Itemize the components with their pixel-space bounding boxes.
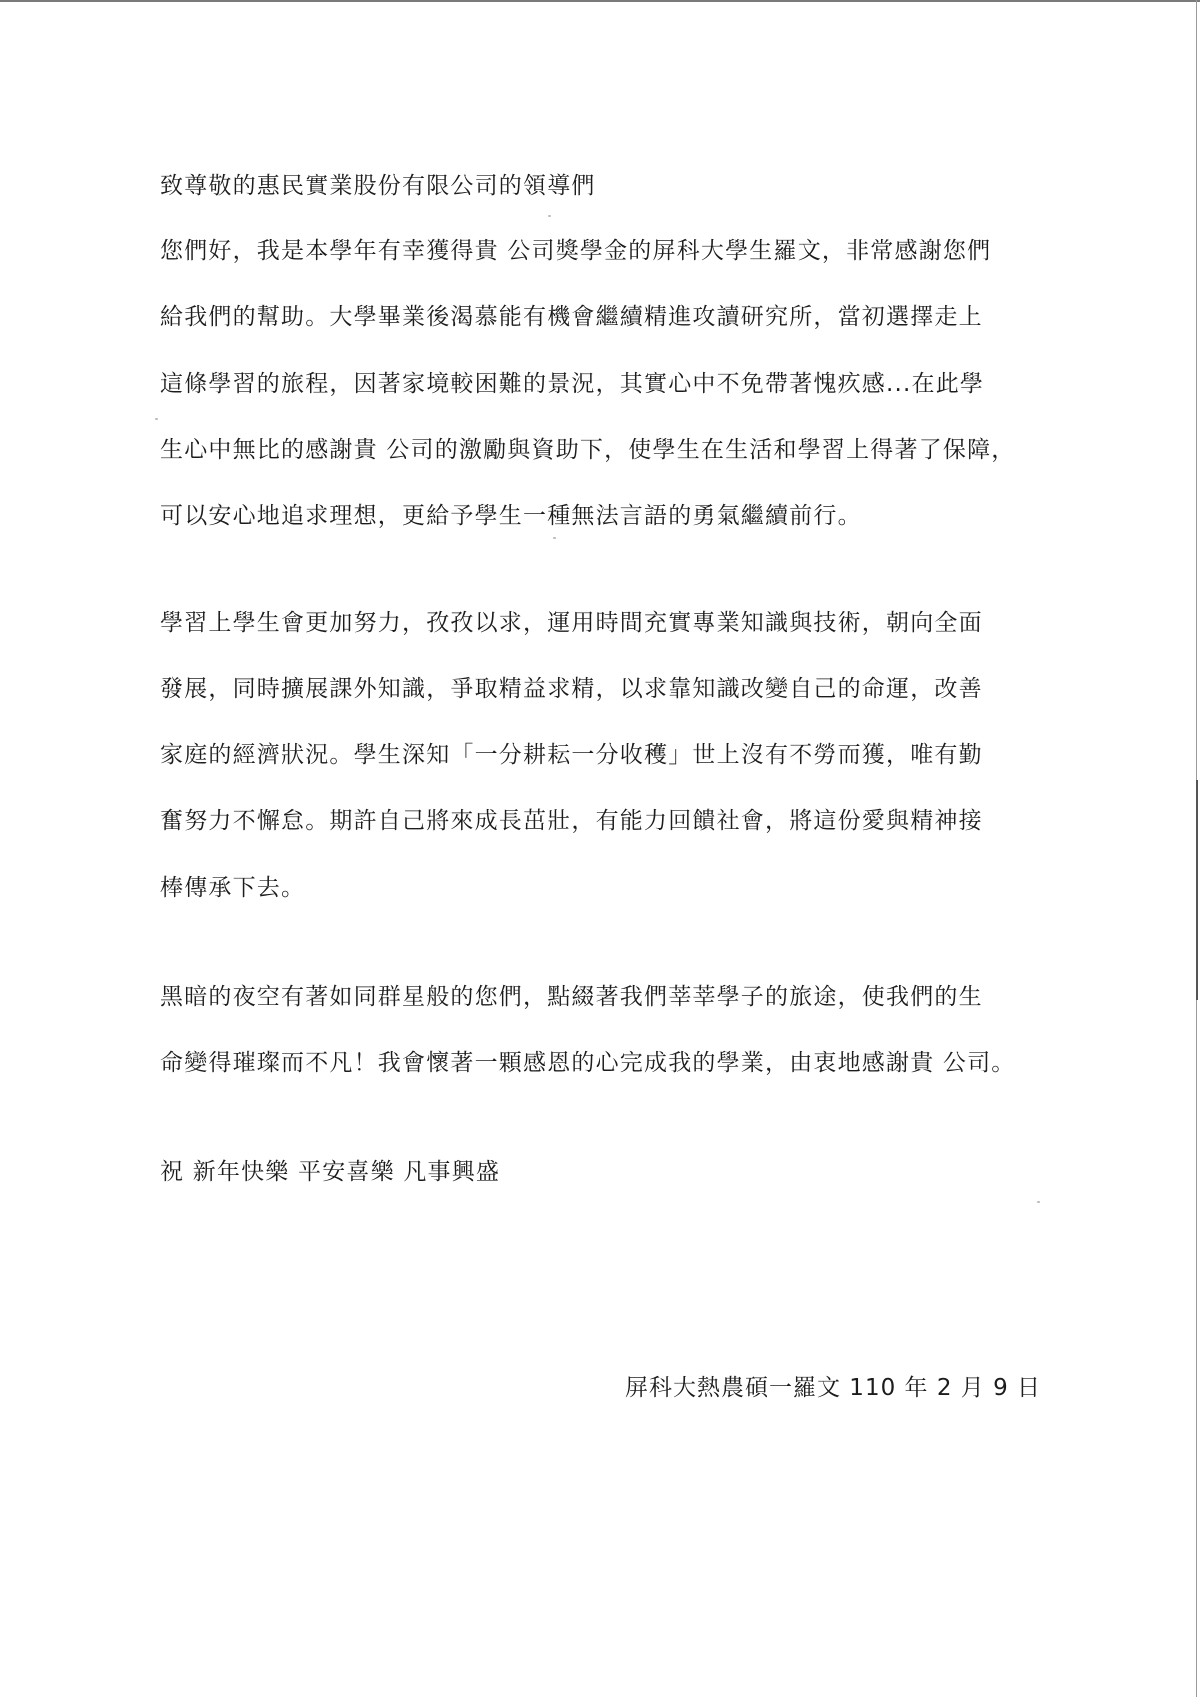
scan-speck [155, 418, 158, 420]
signature-date: 屏科大熱農碩一羅文 110 年 2 月 9 日 [625, 1375, 1042, 1401]
paragraph-1-line: 給我們的幫助。大學畢業後渴慕能有機會繼續精進攻讀研究所，當初選擇走上 [160, 304, 983, 330]
paragraph-3-line: 黑暗的夜空有著如同群星般的您們，點綴著我們莘莘學子的旅途，使我們的生 [160, 984, 983, 1010]
paragraph-2-line: 棒傳承下去。 [160, 875, 306, 901]
paragraph-1-line: 您們好，我是本學年有幸獲得貴 公司獎學金的屏科大學生羅文，非常感謝您們 [160, 238, 992, 264]
scan-speck [1037, 1201, 1040, 1203]
paragraph-2-line: 家庭的經濟狀況。學生深知「一分耕耘一分收穫」世上沒有不勞而獲，唯有勤 [160, 742, 983, 768]
paragraph-2-line: 學習上學生會更加努力，孜孜以求，運用時間充實專業知識與技術，朝向全面 [160, 610, 983, 636]
scan-edge-top [0, 0, 1200, 2]
closing-wishes: 祝 新年快樂 平安喜樂 凡事興盛 [160, 1159, 501, 1185]
salutation: 致尊敬的惠民實業股份有限公司的領導們 [160, 173, 596, 199]
scan-speck [553, 537, 556, 539]
paragraph-1-line: 可以安心地追求理想，更給予學生一種無法言語的勇氣繼續前行。 [160, 503, 862, 529]
paragraph-3-line: 命變得璀璨而不凡！我會懷著一顆感恩的心完成我的學業，由衷地感謝貴 公司。 [160, 1050, 1016, 1076]
paragraph-2-line: 發展，同時擴展課外知識，爭取精益求精，以求靠知識改變自己的命運，改善 [160, 676, 983, 702]
paragraph-1-line: 這條學習的旅程，因著家境較困難的景況，其實心中不免帶著愧疚感...在此學 [160, 371, 985, 397]
paragraph-1-line: 生心中無比的感謝貴 公司的激勵與資助下，使學生在生活和學習上得著了保障， [160, 437, 1016, 463]
paragraph-2-line: 奮努力不懈怠。期許自己將來成長茁壯，有能力回饋社會，將這份愛與精神接 [160, 808, 983, 834]
scan-speck [548, 215, 551, 217]
scan-edge-right-shadow [1196, 780, 1198, 1000]
